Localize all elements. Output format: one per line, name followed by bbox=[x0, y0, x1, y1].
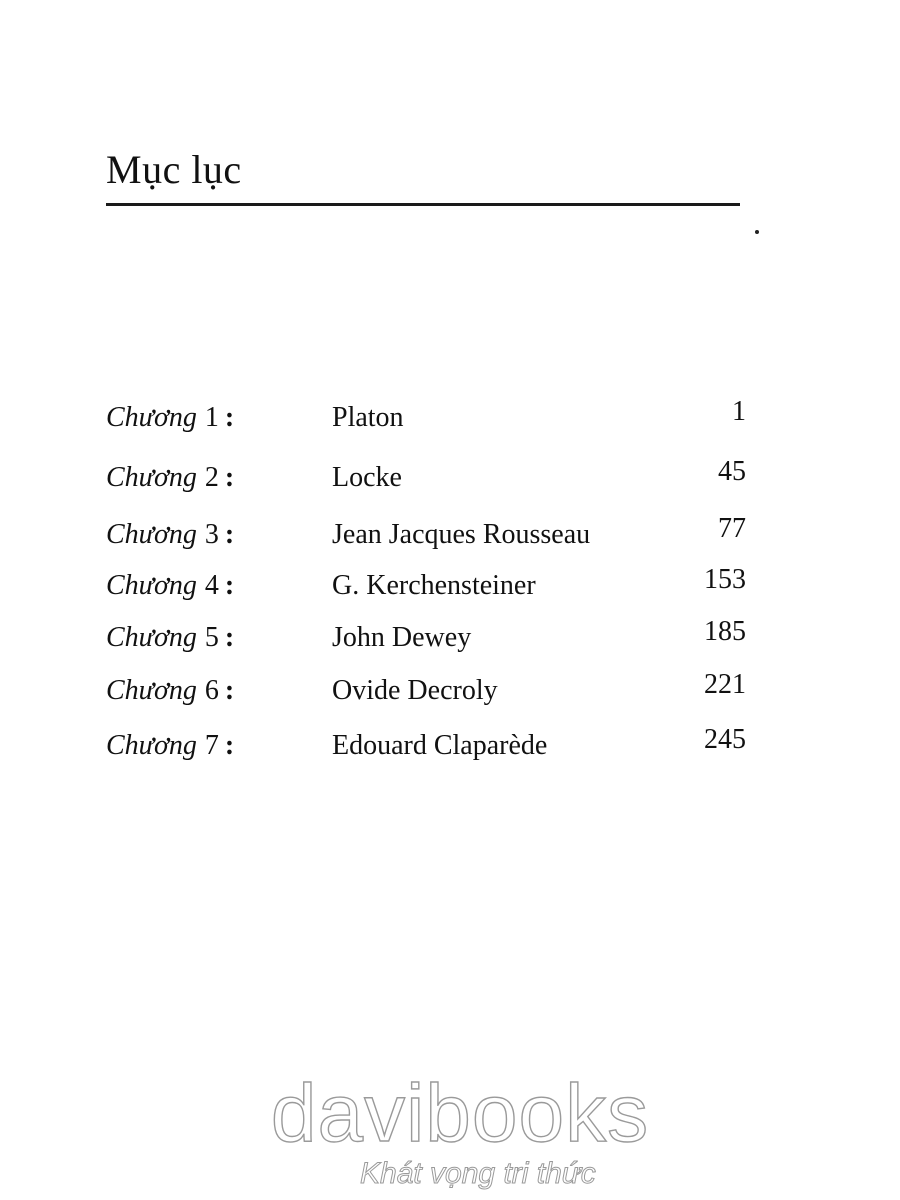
toc-author: G. Kerchensteiner bbox=[332, 570, 536, 601]
toc-entry bbox=[106, 458, 750, 498]
toc-chapter-label bbox=[106, 671, 234, 711]
chapter-colon: : bbox=[224, 675, 235, 706]
chapter-colon: : bbox=[224, 462, 235, 493]
toc-page-number: 221 bbox=[704, 669, 746, 700]
toc-page-number: 185 bbox=[704, 616, 746, 647]
chapter-colon: : bbox=[224, 622, 235, 653]
toc-chapter-label bbox=[106, 726, 234, 766]
chapter-word: Chương bbox=[106, 462, 197, 493]
toc-page-number: 1 bbox=[732, 396, 746, 427]
table-of-contents bbox=[106, 396, 750, 761]
toc-entry bbox=[106, 726, 750, 766]
chapter-word: Chương bbox=[106, 730, 197, 761]
chapter-number: 1 bbox=[204, 402, 219, 433]
chapter-number: 4 bbox=[204, 570, 219, 601]
chapter-word: Chương bbox=[106, 402, 197, 433]
watermark-tagline: Khát vọng tri thức bbox=[360, 1157, 596, 1190]
toc-chapter-label bbox=[106, 566, 234, 606]
chapter-colon: : bbox=[224, 570, 235, 601]
toc-author: Jean Jacques Rousseau bbox=[332, 519, 591, 550]
chapter-colon: : bbox=[224, 730, 235, 761]
toc-author: Platon bbox=[332, 402, 404, 433]
toc-page-number: 245 bbox=[704, 724, 746, 755]
title-divider bbox=[106, 203, 740, 206]
chapter-number: 2 bbox=[204, 462, 219, 493]
toc-entry bbox=[106, 671, 750, 711]
toc-chapter-label bbox=[106, 398, 234, 438]
chapter-number: 5 bbox=[204, 622, 219, 653]
chapter-number: 6 bbox=[204, 675, 219, 706]
toc-page-number: 77 bbox=[718, 513, 746, 544]
chapter-word: Chương bbox=[106, 675, 197, 706]
toc-entry bbox=[106, 618, 750, 658]
watermark-brand: davibooks bbox=[270, 1068, 650, 1159]
chapter-word: Chương bbox=[106, 519, 197, 550]
toc-entry bbox=[106, 398, 750, 438]
toc-author: John Dewey bbox=[332, 622, 472, 653]
toc-entry bbox=[106, 515, 750, 555]
chapter-number: 3 bbox=[204, 519, 219, 550]
toc-author: Edouard Claparède bbox=[332, 730, 548, 761]
toc-entry bbox=[106, 566, 750, 606]
toc-chapter-label bbox=[106, 458, 234, 498]
toc-page-number: 153 bbox=[704, 564, 746, 595]
toc-chapter-label bbox=[106, 618, 234, 658]
page-title: Mục lục bbox=[106, 147, 242, 192]
chapter-number: 7 bbox=[204, 730, 219, 761]
chapter-word: Chương bbox=[106, 622, 197, 653]
chapter-colon: : bbox=[224, 402, 235, 433]
toc-author: Locke bbox=[332, 462, 402, 493]
watermark bbox=[250, 1068, 670, 1192]
toc-chapter-label bbox=[106, 515, 234, 555]
chapter-colon: : bbox=[224, 519, 235, 550]
toc-author: Ovide Decroly bbox=[332, 675, 498, 706]
toc-page-number: 45 bbox=[718, 456, 746, 487]
stray-dot bbox=[755, 230, 759, 234]
chapter-word: Chương bbox=[106, 570, 197, 601]
